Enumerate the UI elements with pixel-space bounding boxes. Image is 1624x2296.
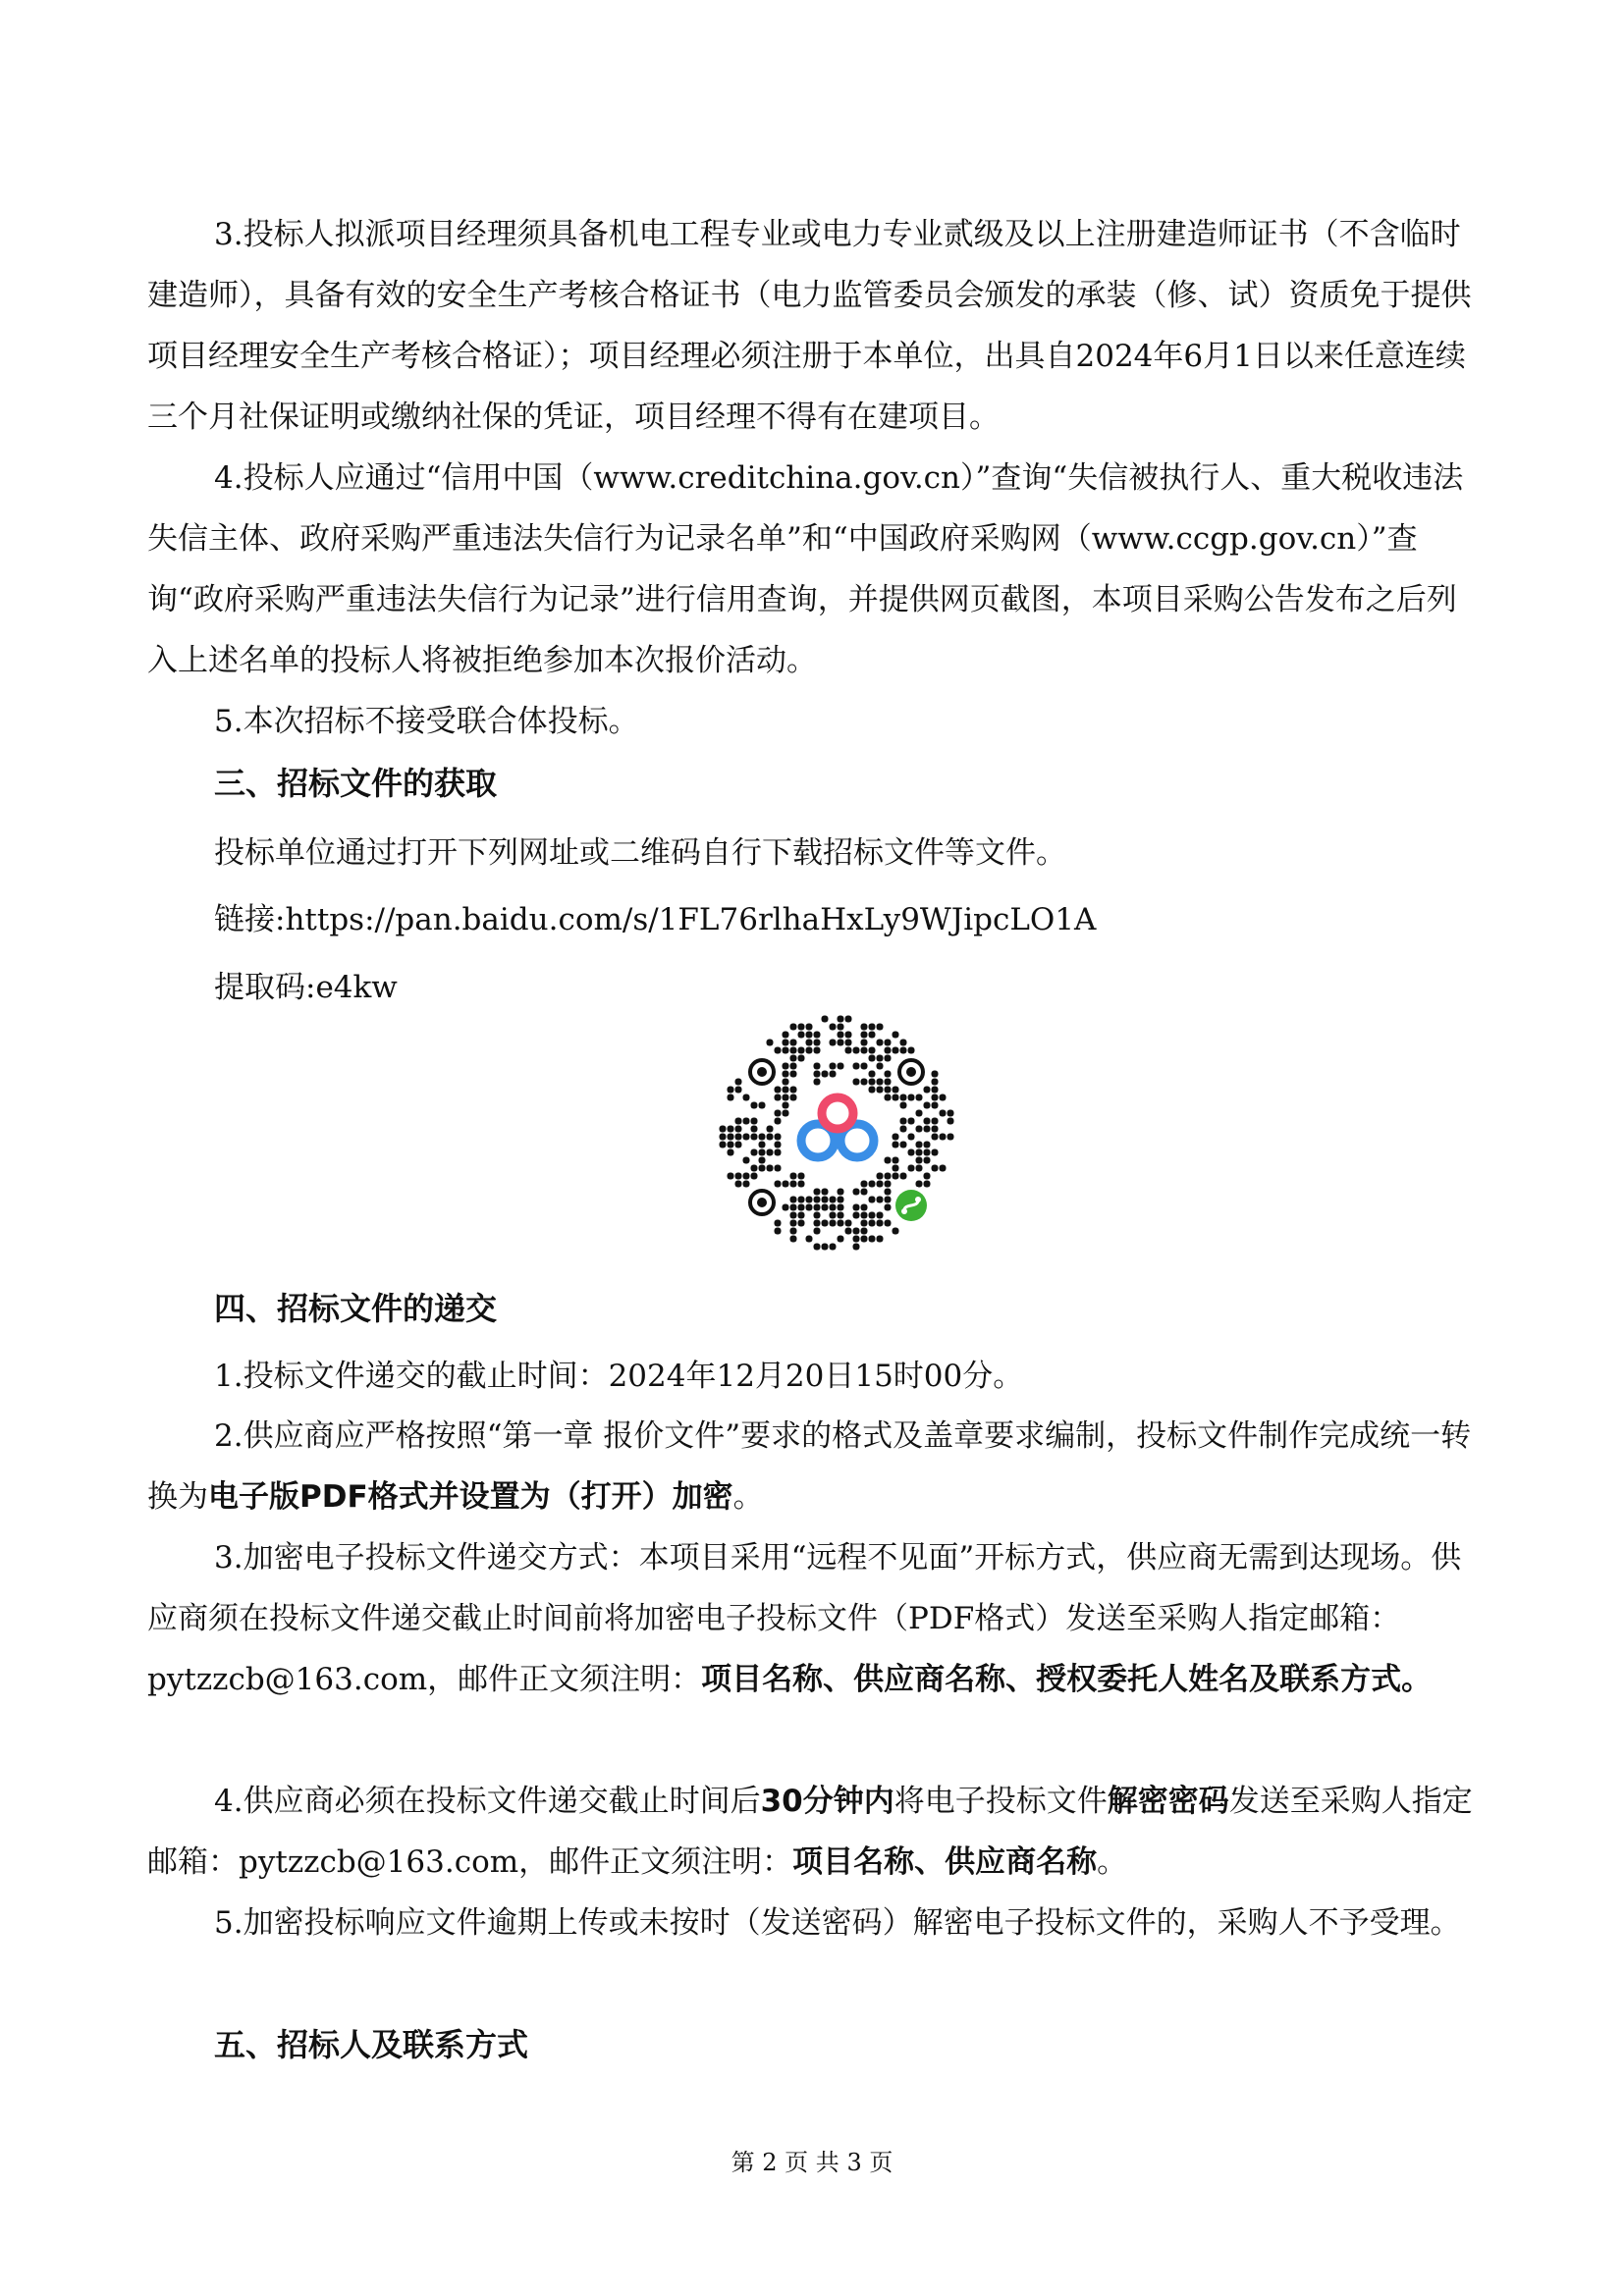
password-text-a: 4.供应商必须在投标文件递交截止时间后 — [214, 1784, 761, 1819]
qr-module — [806, 1024, 813, 1031]
qr-module — [830, 1204, 837, 1211]
qr-module — [790, 1204, 797, 1211]
qr-module — [775, 1149, 782, 1156]
qr-module — [775, 1134, 782, 1141]
qr-module — [908, 1149, 915, 1156]
qr-module — [940, 1095, 947, 1101]
qr-module — [783, 1102, 789, 1109]
qr-module — [783, 1047, 789, 1054]
qr-module — [735, 1134, 742, 1141]
qr-module — [885, 1040, 892, 1046]
qr-module — [869, 1047, 876, 1054]
qr-module — [877, 1236, 884, 1243]
qr-module — [735, 1181, 742, 1188]
qr-module — [947, 1134, 954, 1141]
qr-module — [924, 1181, 931, 1188]
qr-module — [908, 1095, 915, 1101]
qr-module — [885, 1071, 892, 1078]
password-text-g: 。 — [1097, 1844, 1128, 1880]
qr-module — [924, 1126, 931, 1133]
password-bold-d: 解密密码 — [1107, 1784, 1229, 1819]
deadline: 1.投标文件递交的截止时间：2024年12月20日15时00分。 — [214, 1359, 1024, 1394]
qr-module — [845, 1228, 852, 1235]
qr-module — [735, 1079, 742, 1086]
qr-module — [853, 1244, 860, 1251]
qr-module — [916, 1165, 923, 1172]
format-end: 。 — [732, 1479, 764, 1515]
qr-module — [775, 1228, 782, 1235]
qr-module — [838, 1032, 844, 1039]
qr-module — [885, 1079, 892, 1086]
qr-module — [775, 1110, 782, 1117]
qr-module — [838, 1220, 844, 1227]
qr-module — [893, 1228, 899, 1235]
password-bold-f: 项目名称、供应商名称 — [792, 1844, 1098, 1880]
password-submission — [147, 1771, 1483, 1893]
qr-module — [885, 1157, 892, 1164]
qr-module — [877, 1220, 884, 1227]
qr-module — [932, 1126, 939, 1133]
qr-module — [767, 1134, 774, 1141]
qr-module — [900, 1095, 907, 1101]
qr-module — [814, 1071, 821, 1078]
qr-module — [893, 1047, 899, 1054]
requirement-format — [147, 1406, 1483, 1527]
qr-module — [720, 1134, 727, 1141]
qr-module — [814, 1197, 821, 1203]
qr-module — [790, 1071, 797, 1078]
qr-module — [728, 1087, 734, 1094]
qr-module — [814, 1063, 821, 1070]
page-footer: 第 2 页 共 3 页 — [731, 2149, 893, 2176]
qr-module — [790, 1087, 797, 1094]
qr-module — [838, 1236, 844, 1243]
qr-module — [861, 1032, 868, 1039]
qr-module — [830, 1024, 837, 1031]
qr-module — [775, 1118, 782, 1125]
qr-module — [783, 1181, 789, 1188]
qr-module — [790, 1220, 797, 1227]
qr-module — [790, 1095, 797, 1101]
requirement-5: 5.本次招标不接受联合体投标。 — [214, 704, 639, 739]
qr-module — [861, 1047, 868, 1054]
qr-module — [814, 1032, 821, 1039]
qr-module — [830, 1244, 837, 1251]
qr-module — [790, 1228, 797, 1235]
qr-module — [853, 1204, 860, 1211]
qr-module — [838, 1189, 844, 1196]
qr-module — [798, 1197, 805, 1203]
password-text-e: 发送至采购人指定邮箱：pytzzcb@163.com，邮件正文须注明： — [147, 1784, 1473, 1880]
qr-module — [751, 1149, 758, 1156]
qr-module — [916, 1149, 923, 1156]
qr-module — [798, 1024, 805, 1031]
finder-top-left-icon — [750, 1060, 774, 1084]
qr-module — [790, 1181, 797, 1188]
qr-module — [735, 1173, 742, 1180]
qr-module — [806, 1197, 813, 1203]
qr-module — [869, 1071, 876, 1078]
qr-module — [767, 1149, 774, 1156]
download-intro: 投标单位通过打开下列网址或二维码自行下载招标文件等文件。 — [214, 835, 1066, 871]
qr-module — [783, 1032, 789, 1039]
qr-module — [869, 1024, 876, 1031]
qr-module — [743, 1181, 750, 1188]
qr-module — [751, 1118, 758, 1125]
qr-module — [861, 1236, 868, 1243]
qr-module — [783, 1204, 789, 1211]
qr-module — [751, 1102, 758, 1109]
qr-module — [759, 1142, 766, 1148]
qr-module — [830, 1212, 837, 1219]
qr-module — [775, 1047, 782, 1054]
qr-module — [916, 1095, 923, 1101]
qr-module — [877, 1212, 884, 1219]
qr-module — [885, 1173, 892, 1180]
qr-module — [893, 1134, 899, 1141]
qr-module — [790, 1212, 797, 1219]
qr-module — [916, 1110, 923, 1117]
qr-module — [814, 1212, 821, 1219]
extraction-code: 提取码:e4kw — [214, 970, 398, 1005]
qr-module — [743, 1095, 750, 1101]
qr-module — [861, 1220, 868, 1227]
qr-module — [861, 1063, 868, 1070]
qr-module — [924, 1142, 931, 1148]
download-link[interactable]: 链接:https://pan.baidu.com/s/1FL76rlhaHxLy9WJipcLO1A — [214, 902, 1097, 937]
qr-module — [798, 1181, 805, 1188]
qr-module — [940, 1110, 947, 1117]
qr-module — [869, 1079, 876, 1086]
qr-module — [728, 1173, 734, 1180]
qr-module — [775, 1165, 782, 1172]
qr-module — [798, 1204, 805, 1211]
qr-module — [806, 1204, 813, 1211]
password-bold-b: 30分钟内 — [760, 1784, 894, 1819]
qr-module — [845, 1220, 852, 1227]
qr-module — [885, 1197, 892, 1203]
qr-module — [932, 1095, 939, 1101]
qr-module — [830, 1040, 837, 1046]
qr-module — [893, 1142, 899, 1148]
qr-module — [790, 1040, 797, 1046]
submission-method — [147, 1527, 1483, 1710]
qr-module — [798, 1212, 805, 1219]
qr-module — [869, 1212, 876, 1219]
qr-module — [932, 1118, 939, 1125]
qr-module — [728, 1126, 734, 1133]
qr-module — [900, 1118, 907, 1125]
qr-module — [822, 1016, 829, 1023]
qr-module — [830, 1063, 837, 1070]
qr-module — [877, 1087, 884, 1094]
qr-module — [751, 1126, 758, 1133]
qr-module — [838, 1204, 844, 1211]
qr-module — [924, 1102, 931, 1109]
qr-module — [885, 1095, 892, 1101]
qr-module — [822, 1197, 829, 1203]
qr-module — [822, 1220, 829, 1227]
qr-module — [775, 1087, 782, 1094]
qr-module — [806, 1047, 813, 1054]
qr-module — [822, 1244, 829, 1251]
qr-module — [783, 1063, 789, 1070]
qr-module — [853, 1228, 860, 1235]
qr-module — [845, 1016, 852, 1023]
qr-module — [798, 1055, 805, 1062]
qr-module — [916, 1181, 923, 1188]
qr-module — [885, 1189, 892, 1196]
qr-module — [893, 1087, 899, 1094]
qr-module — [924, 1118, 931, 1125]
qr-module — [790, 1024, 797, 1031]
qr-module — [830, 1197, 837, 1203]
qr-module — [790, 1063, 797, 1070]
section-heading-3: 三、招标文件的获取 — [214, 765, 498, 802]
qr-module — [853, 1236, 860, 1243]
qr-module — [838, 1197, 844, 1203]
qr-module — [900, 1102, 907, 1109]
qr-module — [838, 1212, 844, 1219]
section-heading-5: 五、招标人及联系方式 — [214, 2026, 529, 2063]
qr-module — [947, 1110, 954, 1117]
qr-module — [932, 1079, 939, 1086]
qr-module — [893, 1173, 899, 1180]
qr-module — [728, 1095, 734, 1101]
qr-module — [947, 1118, 954, 1125]
qr-module — [853, 1063, 860, 1070]
qr-module — [838, 1063, 844, 1070]
section-heading-4: 四、招标文件的递交 — [214, 1290, 498, 1327]
qr-module — [940, 1165, 947, 1172]
qr-module — [822, 1204, 829, 1211]
qr-module — [790, 1055, 797, 1062]
qr-module — [790, 1173, 797, 1180]
qr-module — [908, 1047, 915, 1054]
qr-module — [869, 1236, 876, 1243]
qr-module — [861, 1228, 868, 1235]
finder-bottom-left-icon — [750, 1191, 774, 1214]
qr-module — [822, 1189, 829, 1196]
qr-module — [861, 1212, 868, 1219]
qr-module — [728, 1142, 734, 1148]
qr-module — [759, 1134, 766, 1141]
qr-module — [869, 1220, 876, 1227]
qr-module — [775, 1220, 782, 1227]
qr-module — [806, 1236, 813, 1243]
requirement-4: 4.投标人应通过“信用中国（www.creditchina.gov.cn）”查询“失信被执行人、重大税收违法失信主体、政府采购严重违法失信行为记录名单”和“中国政府采购网（www.ccgp.gov.cn）”查询“政府采购严重违法失信行为记录”进行信用查询，并提供网页截图，本项目采购公告发布之后列入上述名单的投标人将被拒绝参加本次报价活动。 — [147, 460, 1464, 678]
qr-module — [783, 1095, 789, 1101]
qr-module — [900, 1047, 907, 1054]
qr-module — [830, 1220, 837, 1227]
qr-module — [845, 1047, 852, 1054]
qr-module — [885, 1055, 892, 1062]
qr-module — [893, 1032, 899, 1039]
qr-module — [861, 1024, 868, 1031]
qr-module — [735, 1126, 742, 1133]
qr-module — [861, 1079, 868, 1086]
qr-module — [900, 1126, 907, 1133]
qr-module — [877, 1173, 884, 1180]
qr-module — [735, 1087, 742, 1094]
qr-module — [798, 1173, 805, 1180]
qr-module — [767, 1040, 774, 1046]
qr-module — [814, 1244, 821, 1251]
qr-module — [720, 1126, 727, 1133]
qr-module — [877, 1040, 884, 1046]
qr-module — [783, 1087, 789, 1094]
qr-module — [814, 1220, 821, 1227]
qr-module — [916, 1157, 923, 1164]
qr-module — [877, 1055, 884, 1062]
password-text-c: 将电子投标文件 — [893, 1784, 1108, 1819]
qr-module — [838, 1016, 844, 1023]
qr-module — [932, 1071, 939, 1078]
qr-module — [932, 1087, 939, 1094]
qr-module — [916, 1126, 923, 1133]
qr-module — [743, 1173, 750, 1180]
qr-module — [877, 1024, 884, 1031]
qr-module — [775, 1095, 782, 1101]
qr-module — [767, 1165, 774, 1172]
qr-module — [798, 1032, 805, 1039]
qr-module — [728, 1149, 734, 1156]
qr-module — [759, 1165, 766, 1172]
qr-module — [893, 1165, 899, 1172]
submission-text: 3.加密电子投标文件递交方式：本项目采用“远程不见面”开标方式，供应商无需到达现场。供应商须在投标文件递交截止时间前将加密电子投标文件（PDF格式）发送至采购人指定邮箱：pytzzcb@163.com，邮件正文须注明： — [147, 1540, 1462, 1697]
qr-module — [728, 1134, 734, 1141]
qr-module — [751, 1165, 758, 1172]
qr-module — [790, 1047, 797, 1054]
qr-module — [814, 1040, 821, 1046]
qr-module — [869, 1197, 876, 1203]
qr-module — [759, 1149, 766, 1156]
qr-module — [861, 1204, 868, 1211]
qr-module — [759, 1102, 766, 1109]
qr-module — [900, 1142, 907, 1148]
qr-module — [916, 1142, 923, 1148]
qr-module — [932, 1102, 939, 1109]
qr-module — [924, 1149, 931, 1156]
qr-module — [877, 1197, 884, 1203]
qr-module — [924, 1173, 931, 1180]
qr-module — [885, 1087, 892, 1094]
qr-module — [767, 1126, 774, 1133]
qr-module — [908, 1134, 915, 1141]
qr-module — [908, 1118, 915, 1125]
qr-module — [751, 1173, 758, 1180]
format-bold: 电子版PDF格式并设置为（打开）加密 — [208, 1479, 733, 1515]
qr-module — [861, 1189, 868, 1196]
qr-module — [885, 1181, 892, 1188]
qr-module — [838, 1040, 844, 1046]
qr-module — [814, 1047, 821, 1054]
qr-module — [877, 1063, 884, 1070]
qr-module — [845, 1040, 852, 1046]
qr-module — [720, 1142, 727, 1148]
qr-module — [814, 1228, 821, 1235]
qr-module — [861, 1040, 868, 1046]
qr-module — [798, 1047, 805, 1054]
qr-module — [759, 1157, 766, 1164]
qr-module — [830, 1071, 837, 1078]
qr-module — [885, 1047, 892, 1054]
qr-code-icon[interactable] — [715, 1011, 960, 1256]
qr-module — [932, 1165, 939, 1172]
qr-module — [885, 1220, 892, 1227]
qr-module — [845, 1032, 852, 1039]
qr-module — [869, 1087, 876, 1094]
qr-module — [900, 1040, 907, 1046]
qr-module — [853, 1047, 860, 1054]
qr-module — [775, 1142, 782, 1148]
qr-module — [932, 1149, 939, 1156]
qr-module — [853, 1212, 860, 1219]
late-submission: 5.加密投标响应文件逾期上传或未按时（发送密码）解密电子投标文件的，采购人不予受理。 — [214, 1905, 1461, 1941]
qr-module — [735, 1142, 742, 1148]
qr-module — [853, 1189, 860, 1196]
qr-module — [775, 1181, 782, 1188]
qr-module — [806, 1032, 813, 1039]
qr-module — [869, 1055, 876, 1062]
qr-module — [783, 1110, 789, 1117]
qr-module — [893, 1157, 899, 1164]
qr-module — [790, 1197, 797, 1203]
qr-module — [900, 1173, 907, 1180]
qr-module — [877, 1079, 884, 1086]
qr-module — [869, 1181, 876, 1188]
qr-module — [735, 1118, 742, 1125]
format-text: 2.供应商应严格按照“第一章 报价文件”要求的格式及盖章要求编制，投标文件制作完成统一转换为 — [147, 1418, 1472, 1515]
qr-module — [814, 1079, 821, 1086]
qr-module — [940, 1134, 947, 1141]
qr-module — [877, 1181, 884, 1188]
qr-module — [783, 1040, 789, 1046]
qr-module — [822, 1071, 829, 1078]
finder-top-right-icon — [899, 1060, 923, 1084]
qr-module — [743, 1118, 750, 1125]
qr-module — [806, 1040, 813, 1046]
qr-module — [869, 1032, 876, 1039]
qr-module — [861, 1181, 868, 1188]
qr-module — [751, 1134, 758, 1141]
qr-module — [838, 1024, 844, 1031]
qr-module — [783, 1071, 789, 1078]
qr-module — [798, 1220, 805, 1227]
qr-module — [924, 1087, 931, 1094]
qr-module — [932, 1134, 939, 1141]
qr-module — [885, 1204, 892, 1211]
qr-module — [814, 1204, 821, 1211]
qr-module — [853, 1079, 860, 1086]
qr-module — [908, 1165, 915, 1172]
qr-module — [743, 1157, 750, 1164]
qr-module — [783, 1079, 789, 1086]
qr-module — [790, 1236, 797, 1243]
qr-module — [893, 1095, 899, 1101]
mini-program-badge-icon — [892, 1186, 931, 1225]
qr-module — [924, 1157, 931, 1164]
qr-module — [743, 1134, 750, 1141]
requirement-3: 3.投标人拟派项目经理须具备机电工程专业或电力专业贰级及以上注册建造师证书（不含临时建造师），具备有效的安全生产考核合格证书（电力监管委员会颁发的承装（修、试）资质免于提供项目经理安全生产考核合格证）；项目经理必须注册于本单位，出具自2024年6月1日以来任意连续三个月社保证明或缴纳社保的凭证，项目经理不得有在建项目。 — [147, 217, 1472, 435]
submission-bold: 项目名称、供应商名称、授权委托人姓名及联系方式。 — [701, 1662, 1433, 1697]
qr-module — [814, 1189, 821, 1196]
